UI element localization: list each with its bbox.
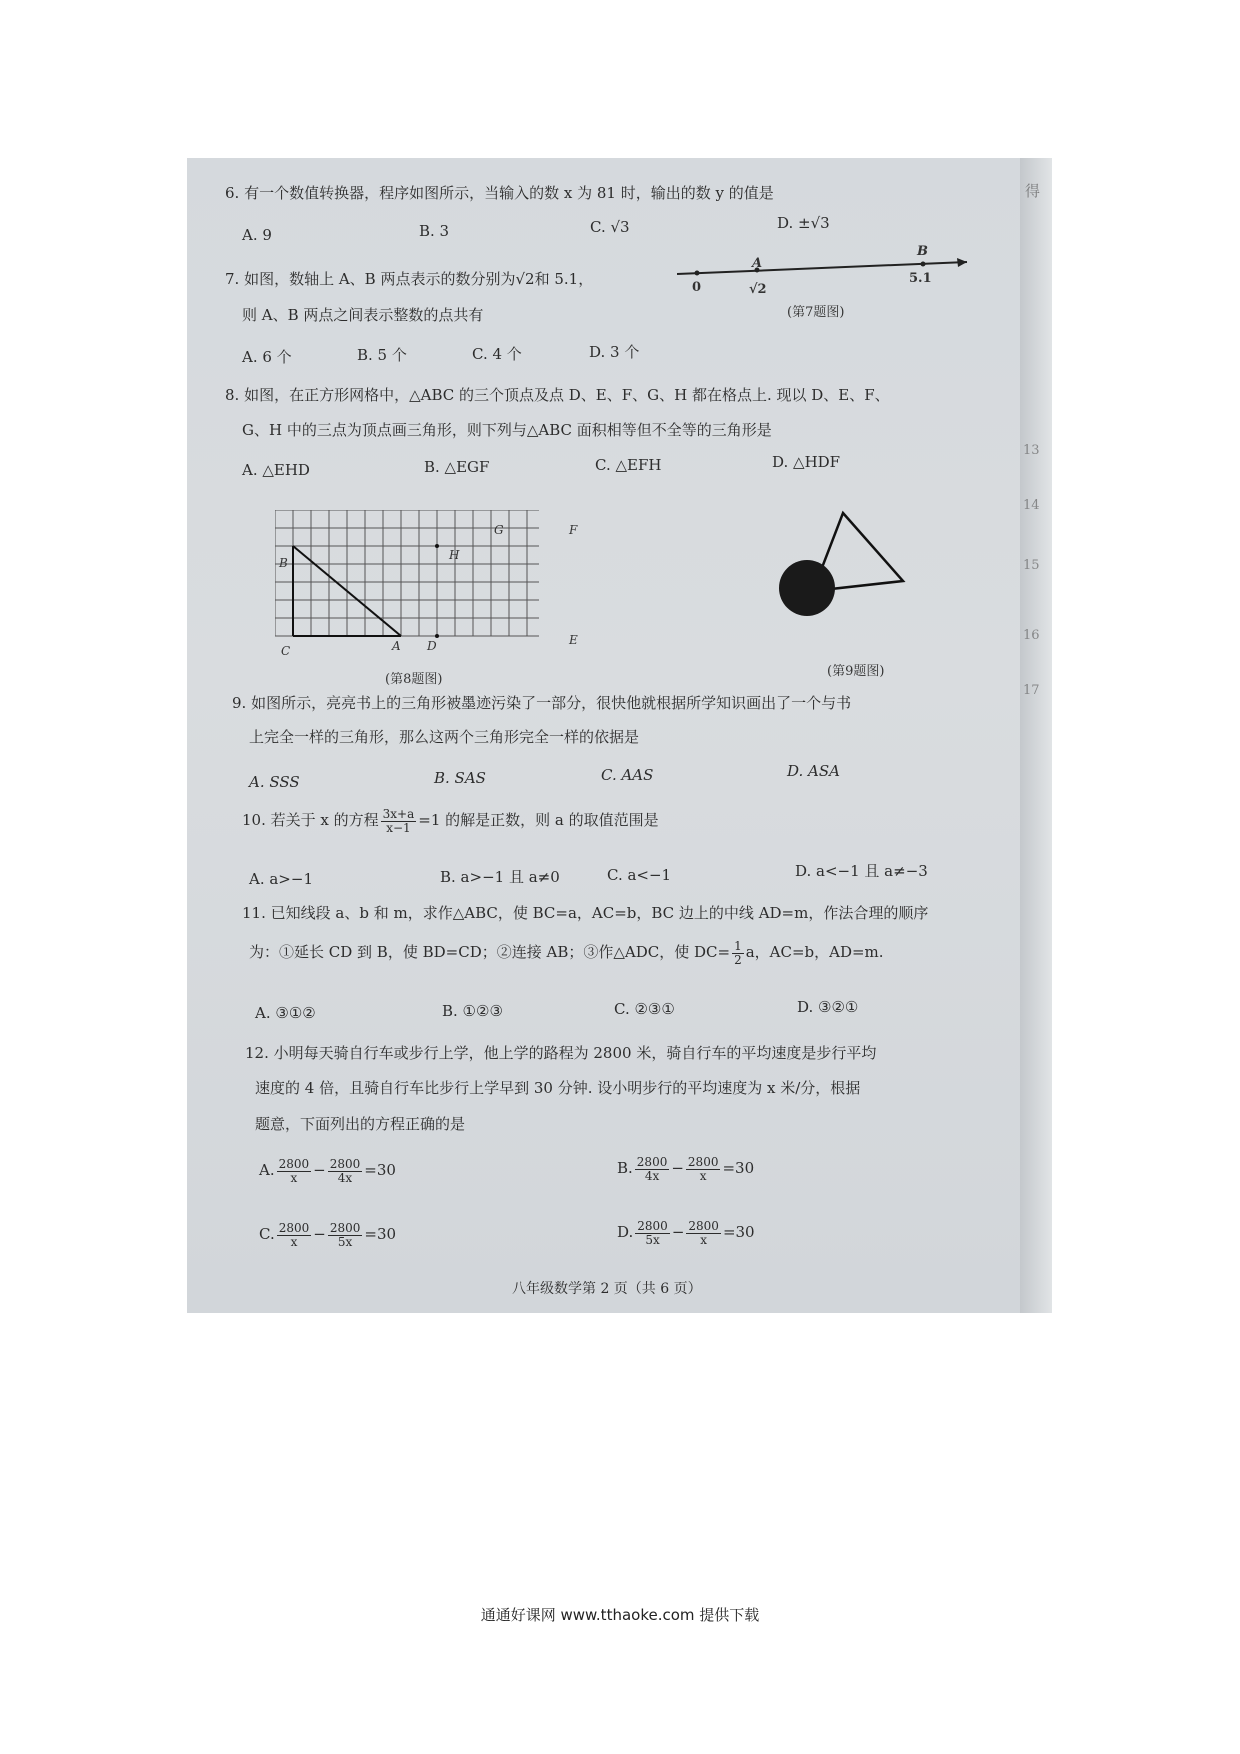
denominator: 4x [644,1168,660,1183]
question-11-numerator: 1 [734,939,742,953]
grid-label-e: E [569,633,578,647]
denominator: x [699,1168,707,1183]
question-11-option-c: C. ②③① [614,1000,675,1018]
denominator: x [700,1232,708,1247]
denominator: x [290,1170,298,1185]
question-10-fraction [381,808,417,834]
question-8-stem-line2: G、H 中的三点为顶点画三角形，则下列与△ABC 面积相等但不全等的三角形是 [242,421,772,439]
question-10-option-c: C. a<−1 [607,866,672,884]
question-11-stem-line1: 11. 已知线段 a、b 和 m，求作△ABC，使 BC=a，AC=b，BC 边上的中线 AD=m，作法合理的顺序 [242,904,929,922]
question-9-stem-line1: 9. 如图所示，亮亮书上的三角形被墨迹污染了一部分，很快他就根据所学知识画出了一个与书 [232,694,852,712]
figure-8-caption: (第8题图) [385,672,443,687]
numerator: 2800 [688,1219,719,1233]
question-8-option-d: D. △HDF [772,453,841,471]
next-page-number: 13 [1023,443,1040,458]
option-label: A. [259,1161,275,1180]
question-7-stem-line2: 则 A、B 两点之间表示整数的点共有 [242,306,484,324]
number-line-label-sqrt2: √2 [749,282,767,297]
numerator: 2800 [687,1155,719,1169]
option-label: C. [259,1225,275,1244]
numerator: 2800 [329,1221,361,1235]
number-line-label-b-value: 5.1 [909,271,932,286]
fraction [277,1222,312,1248]
denominator: 5x [337,1234,353,1249]
question-11-stem2-post: a，AC=b，AD=m. [745,943,884,962]
question-7-option-b: B. 5 个 [357,346,407,364]
question-11-option-b: B. ①②③ [442,1002,503,1020]
question-6-option-d: D. ±√3 [777,214,830,232]
next-page-number: 17 [1023,683,1040,698]
grid-label-d: D [427,639,437,653]
question-9-option-d: D. ASA [787,762,840,780]
fraction [686,1220,721,1246]
ink-stained-triangle-figure [767,503,947,653]
number-line-label-zero: 0 [692,280,702,295]
next-page-edge [1020,158,1052,1313]
question-7-option-c: C. 4 个 [472,345,522,363]
question-11-denominator: 2 [734,952,742,967]
question-11-fraction [732,940,744,966]
scanned-page-photo [187,158,1052,1313]
question-7-option-d: D. 3 个 [589,343,640,361]
numerator: 2800 [278,1157,310,1171]
question-12-stem-line2: 速度的 4 倍，且骑自行车比步行上学早到 30 分钟. 设小明步行的平均速度为 x 米/分，根据 [255,1079,861,1097]
figure-9-caption: (第9题图) [827,664,885,679]
numerator: 2800 [636,1155,668,1169]
question-12-stem-line1: 12. 小明每天骑自行车或步行上学，他上学的路程为 2800 米，骑自行车的平均速度是步行平均 [245,1044,877,1062]
number-line-label-b: B [917,244,928,259]
question-6-stem: 6. 有一个数值转换器，程序如图所示，当输入的数 x 为 81 时，输出的数 y 的值是 [225,184,774,202]
question-6-option-c: C. √3 [590,218,630,236]
question-10-option-b: B. a>−1 且 a≠0 [440,868,560,886]
fraction [635,1156,670,1182]
denominator: 4x [337,1170,353,1185]
question-9-option-c: C. AAS [601,766,654,784]
option-label: D. [617,1223,634,1242]
question-8-option-b: B. △EGF [424,458,490,476]
question-10-option-a: A. a>−1 [249,870,313,888]
figure-7-caption: (第7题图) [787,305,845,320]
grid-label-f: F [569,523,578,537]
question-10-stem-post: =1 的解是正数，则 a 的取值范围是 [418,811,659,830]
page-number-label: 八年级数学第 2 页（共 6 页） [512,1281,702,1297]
option-label: B. [617,1159,633,1178]
question-8-stem-line1: 8. 如图，在正方形网格中，△ABC 的三个顶点及点 D、E、F、G、H 都在格点上. 现以 D、E、F、 [225,386,890,404]
grid-label-a: A [392,639,401,653]
grid-label-b: B [279,556,288,570]
minus-sign: − [671,1223,685,1242]
grid-label-g: G [494,523,504,537]
denominator: x [290,1234,298,1249]
next-page-number: 16 [1023,628,1040,643]
denominator: 5x [645,1232,660,1247]
question-11-option-a: A. ③①② [255,1004,316,1022]
question-12-stem-line3: 题意，下面列出的方程正确的是 [255,1115,466,1133]
fraction [277,1158,312,1184]
question-7-option-a: A. 6 个 [242,348,292,366]
grid-figure [275,510,545,640]
fraction [328,1158,363,1184]
question-6-option-a: A. 9 [242,226,272,244]
question-11-stem-line2 [249,940,884,966]
download-footer: 通通好课网 www.tthaoke.com 提供下载 [480,1606,760,1624]
question-8-option-c: C. △EFH [595,456,662,474]
equation-rhs: =30 [722,1223,755,1242]
question-10-denominator: x−1 [386,820,411,835]
next-page-number: 15 [1023,558,1040,573]
question-6-option-b: B. 3 [419,222,450,240]
fraction [686,1156,721,1182]
minus-sign: − [671,1159,684,1178]
question-10-numerator: 3x+a [382,807,415,821]
question-12-option-a [259,1158,396,1184]
equation-rhs: =30 [722,1159,755,1178]
number-line-label-a: A [752,256,763,271]
question-7-stem-line1: 7. 如图，数轴上 A、B 两点表示的数分别为√2和 5.1， [225,270,594,288]
question-9-option-b: B. SAS [434,769,486,787]
numerator: 2800 [278,1221,310,1235]
equation-rhs: =30 [364,1225,397,1244]
question-9-stem-line2: 上完全一样的三角形，那么这两个三角形完全一样的依据是 [249,728,640,746]
grid-label-h: H [449,548,460,562]
question-11-stem2-pre: 为：①延长 CD 到 B，使 BD=CD；②连接 AB；③作△ADC，使 DC= [249,943,731,962]
fraction [328,1222,363,1248]
grid-label-c: C [281,644,291,658]
next-page-header: 得 [1025,182,1041,200]
numerator: 2800 [637,1219,668,1233]
equation-rhs: =30 [364,1161,396,1180]
question-12-option-d [617,1220,755,1246]
minus-sign: − [313,1161,326,1180]
next-page-number: 14 [1023,498,1040,513]
question-10-stem [242,808,659,834]
minus-sign: − [313,1225,326,1244]
fraction [635,1220,670,1246]
question-8-option-a: A. △EHD [242,461,310,479]
question-9-option-a: A. SSS [249,773,300,791]
numerator: 2800 [329,1157,361,1171]
question-12-option-b [617,1156,754,1182]
question-12-option-c [259,1222,396,1248]
question-11-option-d: D. ③②① [797,998,859,1016]
question-10-option-d: D. a<−1 且 a≠−3 [795,862,928,880]
question-10-stem-pre: 10. 若关于 x 的方程 [242,811,379,830]
